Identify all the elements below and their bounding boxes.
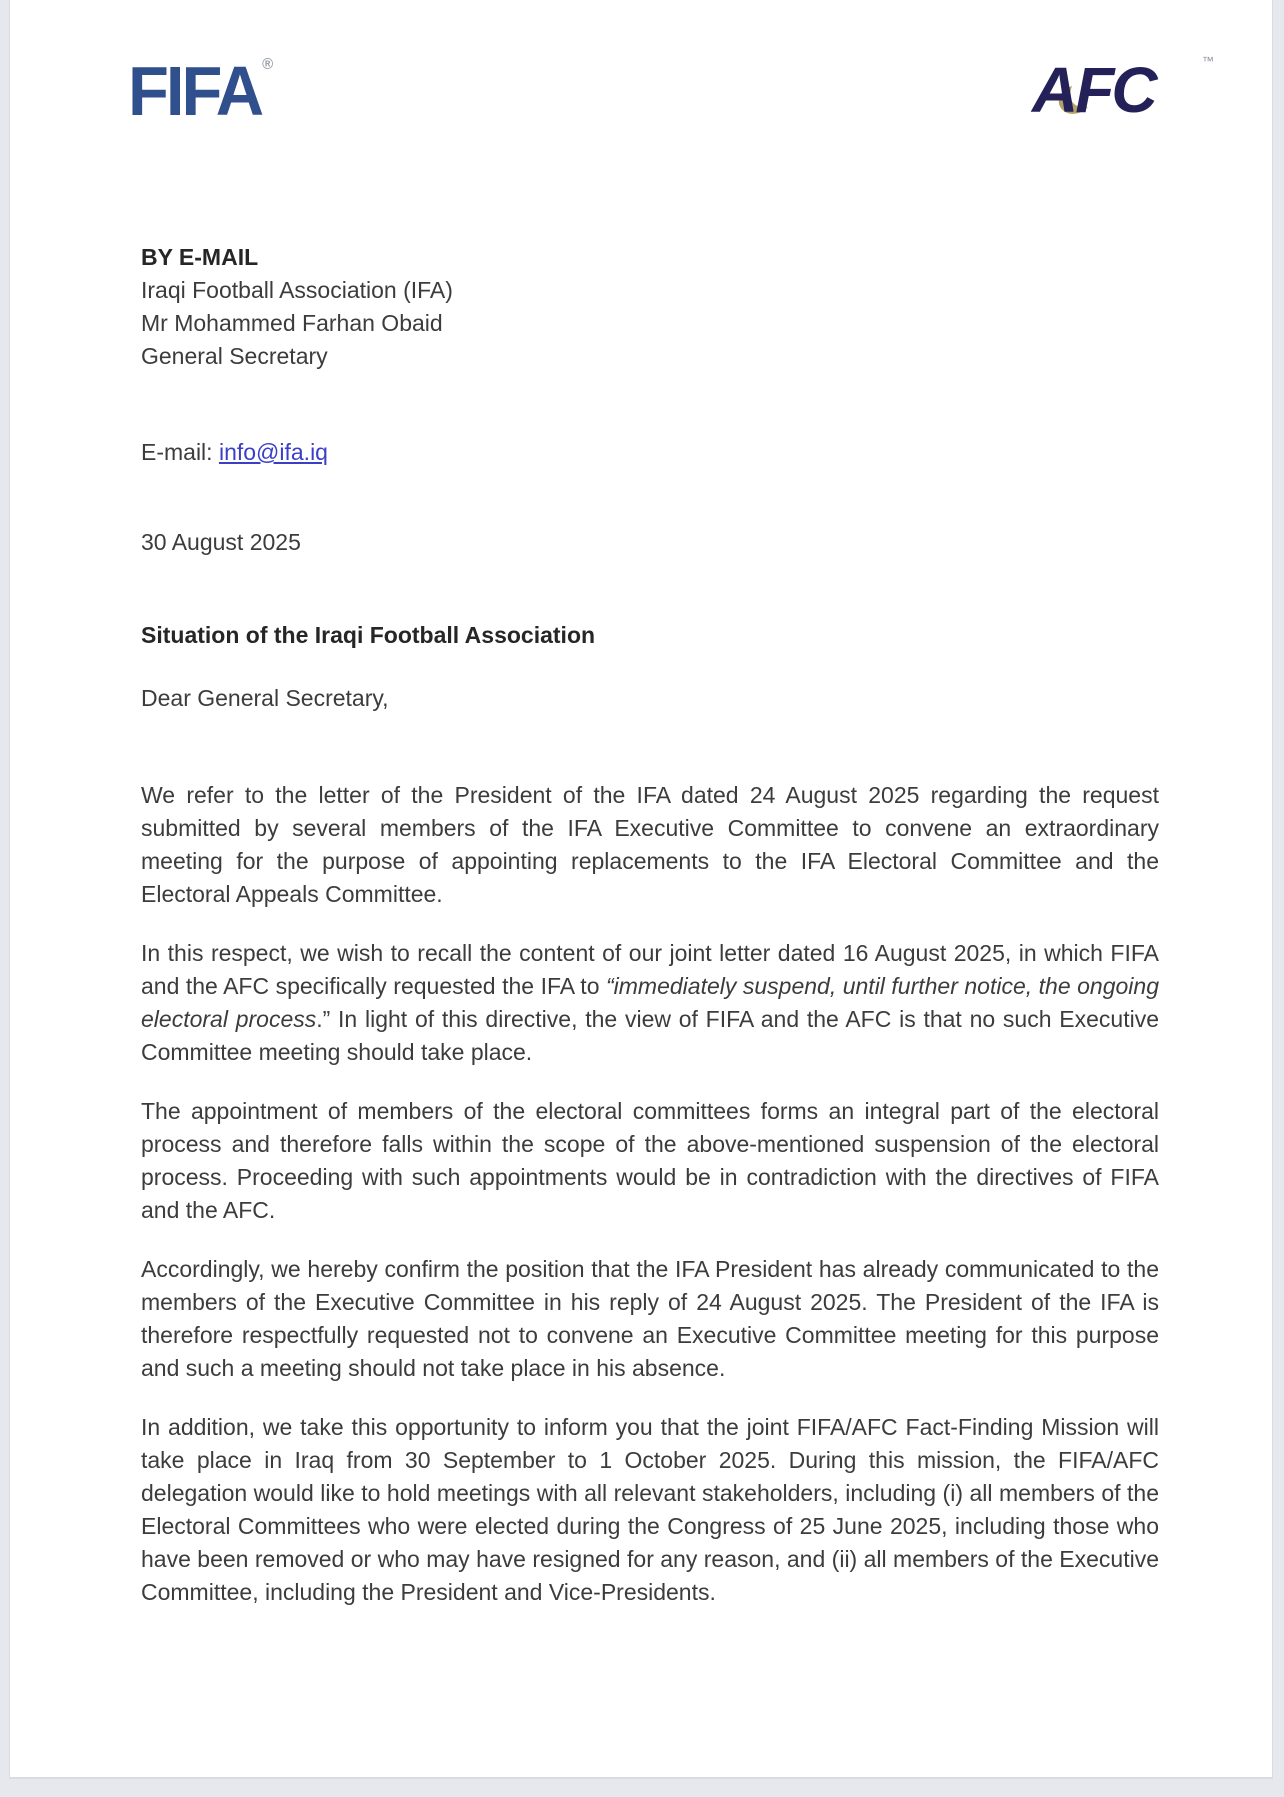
recipient-title: General Secretary	[141, 343, 328, 369]
paragraph-text: We refer to the letter of the President of the IFA dated 24 August 2025 regarding the request submitted by several members of the IFA Executive Committee to convene an extraordinary meeting for the purpose of appointing replacements to the IFA Electoral Committee and the Electoral Appeals Committee.	[141, 782, 1159, 907]
paragraph	[141, 779, 1159, 911]
recipient-organization: Iraqi Football Association (IFA)	[141, 277, 453, 303]
salutation: Dear General Secretary,	[141, 685, 389, 711]
recipient-name: Mr Mohammed Farhan Obaid	[141, 310, 443, 336]
letter-page	[9, 0, 1273, 1779]
email-line	[141, 436, 1159, 469]
afc-wordmark-text: AFC	[1032, 56, 1155, 126]
paragraph	[141, 1253, 1159, 1385]
fifa-logo	[128, 52, 274, 131]
paragraph-text: In addition, we take this opportunity to inform you that the joint FIFA/AFC Fact-Finding Mission will take place in Iraq from 30 September to 1 October 2025. During this mission, the FIFA/AFC delegation would like to hold meetings with all relevant stakeholders, including (i) all members of the Electoral Committees who were elected during the Congress of 25 June 2025, including those who have been removed or who may have resigned for any reason, and (ii) all members of the Executive Committee, including the President and Vice-Presidents.	[141, 1414, 1159, 1605]
recipient-block	[141, 241, 1159, 373]
registered-trademark-symbol: ®	[262, 55, 274, 74]
paragraph-text: .” In light of this directive, the view of FIFA and the AFC is that no such Executive Committee meeting should take place.	[141, 1006, 1159, 1065]
paragraph	[141, 1411, 1159, 1609]
letter-body	[141, 241, 1159, 1635]
afc-logo	[1030, 56, 1220, 126]
email-label: E-mail:	[141, 439, 219, 465]
subject-line: Situation of the Iraqi Football Association	[141, 622, 596, 648]
paragraph	[141, 937, 1159, 1069]
paragraph-text: In this respect, we wish to recall the content of our joint letter dated 16 August 2025, in which FIFA and the AFC specifically requested the IFA to	[141, 940, 1159, 999]
email-link[interactable]: info@ifa.iq	[218, 439, 328, 465]
delivery-method: BY E-MAIL	[141, 244, 259, 270]
paragraph	[141, 1095, 1159, 1227]
trademark-symbol: ™	[1202, 54, 1214, 68]
quoted-directive-text: “immediately suspend, until further notice, the ongoing electoral process	[141, 973, 1159, 1032]
afc-wordmark-graphic	[1030, 56, 1220, 126]
letter-date: 30 August 2025	[141, 529, 301, 555]
paragraph-text: Accordingly, we hereby confirm the position that the IFA President has already communicated to the members of the Executive Committee in his reply of 24 August 2025. The President of the IFA is therefore respectfully requested not to convene an Executive Committee meeting for this purpose and such a meeting should not take place in his absence.	[141, 1256, 1159, 1381]
paragraph-text: The appointment of members of the electoral committees forms an integral part of the electoral process and therefore falls within the scope of the above-mentioned suspension of the electoral process. Proceeding with such appointments would be in contradiction with the directives of FIFA and the AFC.	[141, 1098, 1159, 1223]
fifa-wordmark: FIFA	[128, 52, 262, 131]
